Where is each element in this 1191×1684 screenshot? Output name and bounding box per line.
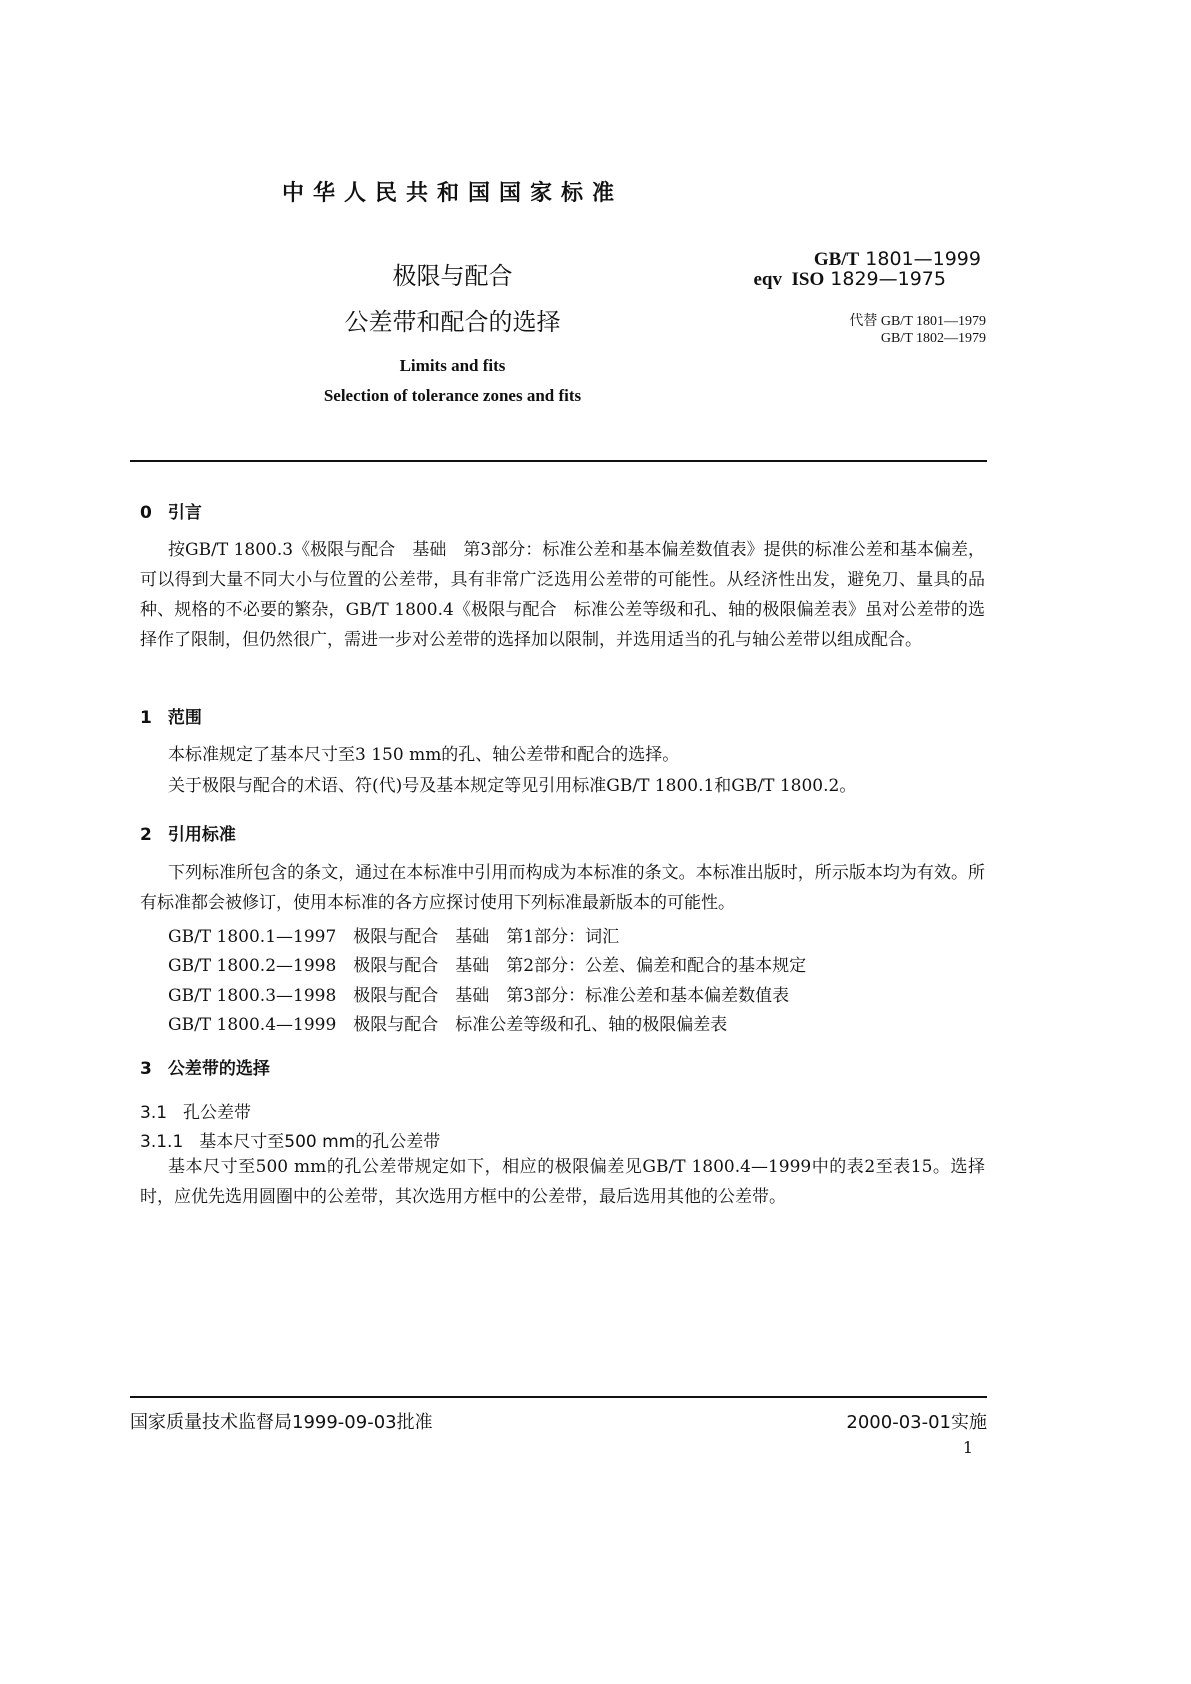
- eqv-number: 1829—1975: [830, 268, 946, 290]
- section-2-paragraph: 下列标准所包含的条文，通过在本标准中引用而构成为本标准的条文。本标准出版时，所示版本均为有效。所有标准都会被修订，使用本标准的各方应探讨使用下列标准最新版本的可能性。: [140, 863, 985, 913]
- title-zh-line1: 极限与配合: [392, 262, 513, 290]
- code-number: 1801—1999: [865, 248, 981, 270]
- section-3-1-1-paragraph: 基本尺寸至500 mm的孔公差带规定如下，相应的极限偏差见GB/T 1800.4—1999中的表2至表15。选择时，应优先选用圆圈中的公差带，其次选用方框中的公差带，最后选用其他的公差带。: [140, 1157, 985, 1207]
- reference-item: GB/T 1800.3—1998 极限与配合 基础 第3部分：标准公差和基本偏差数值表: [168, 986, 790, 1006]
- replaces: [849, 313, 986, 347]
- equivalent-standard: [753, 269, 946, 290]
- section-0-heading: 0 引言: [140, 503, 202, 523]
- reference-item: GB/T 1800.2—1998 极限与配合 基础 第2部分：公差、偏差和配合的基本规定: [168, 956, 807, 976]
- code-prefix: GB/T: [813, 249, 860, 270]
- standard-code: [814, 249, 981, 270]
- section-1-paragraph: 关于极限与配合的术语、符(代)号及基本规定等见引用标准GB/T 1800.1和GB/T 1800.2。: [168, 776, 857, 796]
- approval-date: 国家质量技术监督局1999-09-03批准: [130, 1412, 433, 1433]
- title-en-line1: Limits and fits: [399, 356, 506, 375]
- page-number: 1: [962, 1438, 973, 1457]
- eqv-prefix: eqv ISO: [753, 269, 825, 290]
- section-0-paragraph: 按GB/T 1800.3《极限与配合 基础 第3部分：标准公差和基本偏差数值表》提供的标准公差和基本偏差，可以得到大量不同大小与位置的公差带，具有非常广泛选用公差带的可能性。从经济性出发，避免刀、量具的品种、规格的不必要的繁杂，GB/T 1800.4《极限与配合 标准公差等级和孔、轴的极限偏差表》虽对公差带的选择作了限制，但仍然很广，需进一步对公差带的选择加以限制，并选用适当的孔与轴公差带以组成配合。: [140, 540, 985, 650]
- section-2-heading: 2 引用标准: [140, 825, 236, 845]
- section-3-heading: 3 公差带的选择: [140, 1059, 270, 1079]
- section-1-heading: 1 范围: [140, 708, 202, 728]
- reference-item: GB/T 1800.4—1999 极限与配合 标准公差等级和孔、轴的极限偏差表: [168, 1015, 728, 1035]
- divider: [130, 460, 987, 462]
- reference-item: GB/T 1800.1—1997 极限与配合 基础 第1部分：词汇: [168, 927, 620, 947]
- replaces-item: GB/T 1802—1979: [880, 331, 986, 346]
- replaces-label: 代替: [849, 314, 878, 329]
- section-3-1-heading: 3.1 孔公差带: [140, 1103, 252, 1123]
- title-en-line2: Selection of tolerance zones and fits: [323, 386, 582, 405]
- effective-date: 2000-03-01实施: [846, 1412, 987, 1433]
- replaces-item: GB/T 1801—1979: [880, 314, 986, 329]
- section-3-1-1-heading: 3.1.1 基本尺寸至500 mm的孔公差带: [140, 1132, 441, 1152]
- title-zh-line2: 公差带和配合的选择: [344, 308, 561, 336]
- document-header: 中华人民共和国国家标准: [281, 181, 623, 206]
- section-1-paragraph: 本标准规定了基本尺寸至3 150 mm的孔、轴公差带和配合的选择。: [168, 745, 680, 765]
- footer-divider: [130, 1396, 987, 1398]
